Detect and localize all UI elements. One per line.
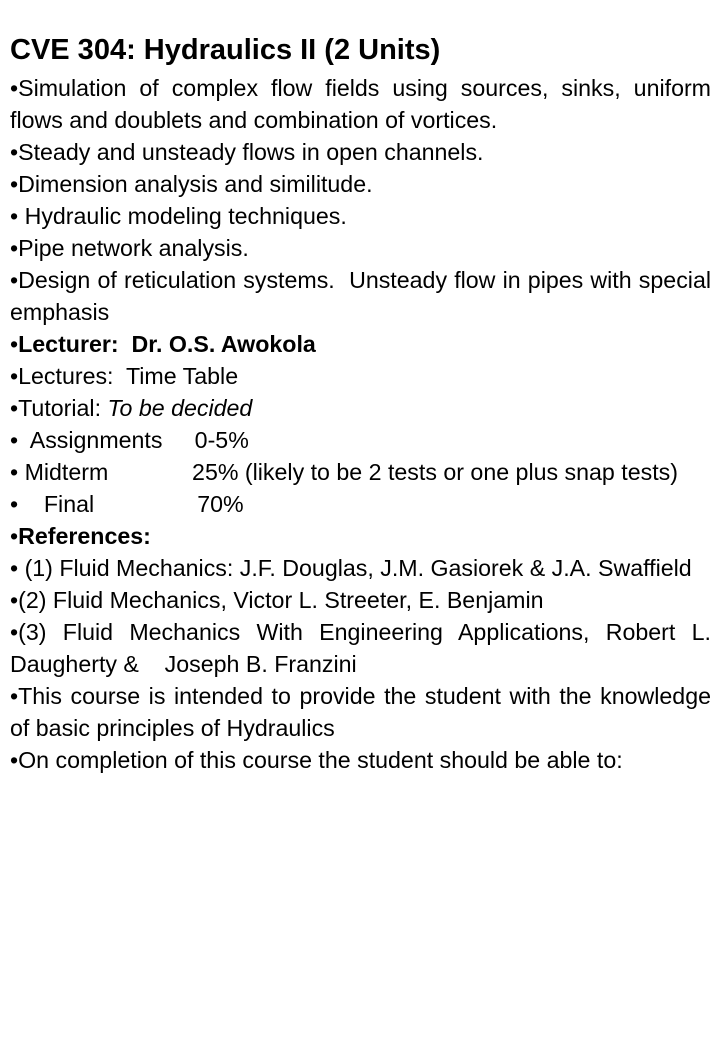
item-text: (3) Fluid Mechanics With Engineering Applications, Robert L. Daugherty & Joseph B. Franzini [10,619,718,677]
bullet: • [10,75,19,101]
item-references [10,520,711,552]
item-text: Midterm 25% (likely to be 2 tests or one plus snap tests) [18,459,678,485]
item-text: Lectures: Time Table [18,363,239,389]
bullet: • [10,747,19,773]
bullet: • [10,171,19,197]
bullet: • [10,267,19,293]
course-title: CVE 304: Hydraulics II (2 Units) [10,34,441,66]
item-lecturer [10,328,711,360]
bullet: • [10,587,19,613]
item-text: This course is intended to provide the student with the knowledge of basic principles of Hydraulics [10,683,711,741]
tutorial-label: Tutorial: [18,395,108,421]
bullet: • [10,683,19,709]
item-reticulation [10,264,718,328]
bullet: • [10,523,19,549]
bullet: • [10,139,19,165]
item-text: Pipe network analysis. [18,235,249,261]
item-dimension-analysis [10,168,711,200]
bullet: • [10,363,19,389]
item-reference-3 [10,616,718,680]
bullet: • [10,427,19,453]
item-reference-1 [10,552,711,584]
item-modeling [10,200,711,232]
item-pipe-network [10,232,711,264]
bullet: • [10,619,19,645]
bullet: • [10,235,19,261]
item-text: (1) Fluid Mechanics: J.F. Douglas, J.M. Gasiorek & J.A. Swaffield [18,555,692,581]
item-tutorial [10,392,711,424]
bullet: • [10,491,19,517]
item-simulation [10,72,711,136]
item-text: On completion of this course the student should be able to: [18,747,623,773]
bullet: • [10,555,19,581]
item-text: Hydraulic modeling techniques. [18,203,347,229]
item-text: Steady and unsteady flows in open channels. [18,139,484,165]
bullet: • [10,331,19,357]
item-text: (2) Fluid Mechanics, Victor L. Streeter, E. Benjamin [18,587,544,613]
item-intent [10,680,711,744]
item-text: Design of reticulation systems. Unsteady flow in pipes with special emphasis [10,267,718,325]
item-assignments [10,424,711,456]
item-text: Assignments 0-5% [18,427,249,453]
item-reference-2 [10,584,711,616]
item-text: Final 70% [18,491,244,517]
bullet: • [10,395,19,421]
bullet: • [10,203,19,229]
item-lectures [10,360,711,392]
item-text: Simulation of complex flow fields using sources, sinks, uniform flows and doublets and combination of vortices. [10,75,711,133]
item-final [10,488,711,520]
item-steady-flows [10,136,711,168]
tutorial-value: To be decided [107,395,253,421]
course-outline [10,30,718,776]
item-completion [10,744,711,776]
item-text: Dimension analysis and similitude. [18,171,373,197]
bullet: • [10,459,19,485]
lecturer-text: Lecturer: Dr. O.S. Awokola [18,331,316,357]
references-heading: References: [18,523,151,549]
item-midterm [10,456,711,488]
